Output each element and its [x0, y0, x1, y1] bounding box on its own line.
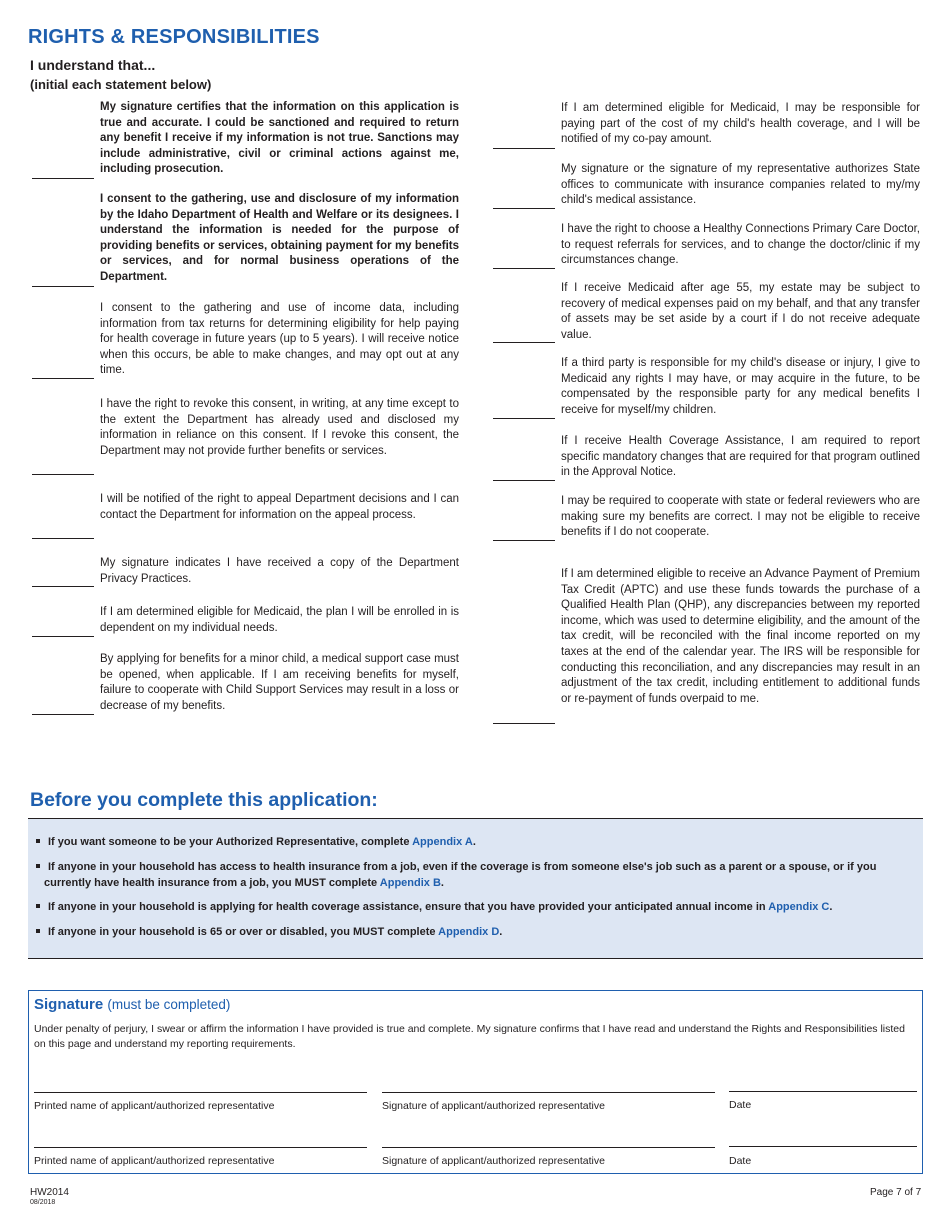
initial-line[interactable]: [493, 268, 555, 269]
printed-name-line-2[interactable]: [34, 1147, 367, 1148]
form-number: HW2014: [30, 1187, 69, 1198]
signature-box: [28, 990, 923, 1174]
before-instructions-box: [28, 818, 923, 959]
initial-line[interactable]: [32, 636, 94, 637]
initial-line[interactable]: [493, 208, 555, 209]
statement-text: If I am determined eligible for Medicaid, the plan I will be enrolled in is dependent on my individual needs.: [100, 606, 459, 634]
bullet-square-icon: [36, 929, 40, 933]
instruction-bullet: If you want someone to be your Authorized Representative, complete Appendix A.: [36, 835, 916, 851]
statement-text: I will be notified of the right to appeal Department decisions and I can contact the Department for information on the appeal process.: [100, 493, 459, 521]
initial-line[interactable]: [493, 540, 555, 541]
initial-line[interactable]: [32, 378, 94, 379]
before-heading: Before you complete this application:: [30, 789, 378, 811]
date-label: Date: [729, 1099, 752, 1111]
page-title: RIGHTS & RESPONSIBILITIES: [28, 26, 320, 48]
printed-name-label: Printed name of applicant/authorized representative: [34, 1100, 275, 1112]
appendix-c-link[interactable]: Appendix C: [768, 901, 830, 913]
date-line-1[interactable]: [729, 1091, 917, 1092]
statement-text: My signature indicates I have received a copy of the Department Privacy Practices.: [100, 557, 459, 585]
signature-label: Signature of applicant/authorized representative: [382, 1155, 605, 1167]
signature-line-2[interactable]: [382, 1147, 715, 1148]
statement-text: I have the right to revoke this consent, in writing, at any time except to the extent the Department has already used and disclosed my information in reliance on this consent. If I revoke this consent, the Department may not provide further benefits or services.: [100, 398, 459, 457]
initial-line[interactable]: [32, 714, 94, 715]
instruction-bullet: If anyone in your household is 65 or over or disabled, you MUST complete Appendix D.: [36, 925, 916, 941]
appendix-d-link[interactable]: Appendix D: [438, 926, 500, 938]
form-date: 08/2018: [30, 1199, 56, 1206]
section-subtitle: I understand that...: [30, 57, 156, 73]
initial-line[interactable]: [493, 723, 555, 724]
statement-text: If I receive Health Coverage Assistance, I am required to report specific mandatory changes that are required for that program outlined in the Approval Notice.: [561, 435, 920, 479]
initial-line[interactable]: [493, 480, 555, 481]
initial-line[interactable]: [32, 286, 94, 287]
bullet-square-icon: [36, 864, 40, 868]
attestation-text: Under penalty of perjury, I swear or affirm the information I have provided is true and complete. My signature confirms that I have read and understand the Rights and Responsibilities listed on this page and understand my reporting requirements.: [34, 1023, 905, 1050]
statement-text: My signature certifies that the information on this application is true and accurate. I could be sanctioned and required to return any benefit I receive if my information is not true. Sanctions may include administrative, civil or criminal actions against me, including prosecution.: [100, 101, 459, 176]
statement-text: If I am determined eligible for Medicaid, I may be responsible for paying part of the cost of my child's health coverage, and I will be notified of my co-pay amount.: [561, 102, 920, 146]
date-line-2[interactable]: [729, 1146, 917, 1147]
appendix-b-link[interactable]: Appendix B: [379, 876, 441, 889]
initial-line[interactable]: [32, 474, 94, 475]
bullet-square-icon: [36, 839, 40, 843]
statement-text: I consent to the gathering, use and disclosure of my information by the Idaho Department of Health and Welfare or its designees. I understand the information is needed for the purpose of providing benefits or services, obtaining payment for my benefits or services, and for normal business operations of the Department.: [100, 193, 459, 283]
statement-text: If a third party is responsible for my child's disease or injury, I give to Medicaid any rights I may have, or may acquire in the future, to be compensated by the responsible party for any medical benefits I receive for myself/my children.: [561, 357, 920, 416]
signature-line-1[interactable]: [382, 1092, 715, 1093]
initial-line[interactable]: [32, 178, 94, 179]
instruction-bullet: If anyone in your household has access to health insurance from a job, even if the coverage is from someone else's job such as a parent or a spouse, or if you currently have health insurance from a job, you MUST complete Appendix B.: [36, 860, 916, 891]
initial-line[interactable]: [32, 538, 94, 539]
page-number: Page 7 of 7: [870, 1187, 922, 1198]
bullet-square-icon: [36, 904, 40, 908]
statement-text: By applying for benefits for a minor child, a medical support case must be opened, when applicable. If I am receiving benefits for myself, failure to cooperate with Child Support Services may result in a loss or decrease of my benefits.: [100, 653, 459, 712]
initial-instruction: (initial each statement below): [30, 77, 212, 92]
statement-text: I consent to the gathering and use of income data, including information from tax returns for determining eligibility for help paying for health coverage in future years (up to 5 years). I will receive notice when this occurs, be able to make changes, and may opt out at any time.: [100, 302, 459, 377]
date-label: Date: [729, 1155, 752, 1167]
instruction-bullet: If anyone in your household is applying for health coverage assistance, ensure that you have provided your anticipated annual income in Appendix C.: [36, 900, 916, 916]
statement-text: My signature or the signature of my representative authorizes State offices to communicate with insurance companies related to my/my child's medical assistance.: [561, 163, 920, 207]
signature-label: Signature of applicant/authorized representative: [382, 1100, 605, 1112]
printed-name-label: Printed name of applicant/authorized representative: [34, 1155, 275, 1167]
statement-text: I may be required to cooperate with state or federal reviewers who are making sure my benefits are correct. I may not be eligible to receive benefits if I do not cooperate.: [561, 495, 920, 539]
initial-line[interactable]: [493, 148, 555, 149]
initial-line[interactable]: [493, 342, 555, 343]
statement-text: I have the right to choose a Healthy Connections Primary Care Doctor, to request referrals for services, and to change the doctor/clinic if my circumstances change.: [561, 223, 920, 267]
signature-heading: Signature (must be completed): [34, 996, 231, 1013]
statement-text: If I am determined eligible to receive an Advance Payment of Premium Tax Credit (APTC) and use these funds towards the purchase of a Qualified Health Plan (QHP), any discrepancies between my reported income, which was used to determine eligibility, and the amount of the tax credit, will be reconciled with the final income reported on my taxes at the end of the calendar year. The IRS will be responsible for conducting this reconciliation, and any discrepancies may result in an adjustment of the tax credit, including entitlement to additional funds or re-payment of funds overpaid to me.: [561, 568, 920, 705]
statement-text: If I receive Medicaid after age 55, my estate may be subject to recovery of medical expenses paid on my behalf, and that any transfer of assets may be set aside by a court if I do not receive adequate value.: [561, 282, 920, 341]
initial-line[interactable]: [32, 586, 94, 587]
printed-name-line-1[interactable]: [34, 1092, 367, 1093]
appendix-a-link[interactable]: Appendix A: [412, 836, 473, 848]
initial-line[interactable]: [493, 418, 555, 419]
